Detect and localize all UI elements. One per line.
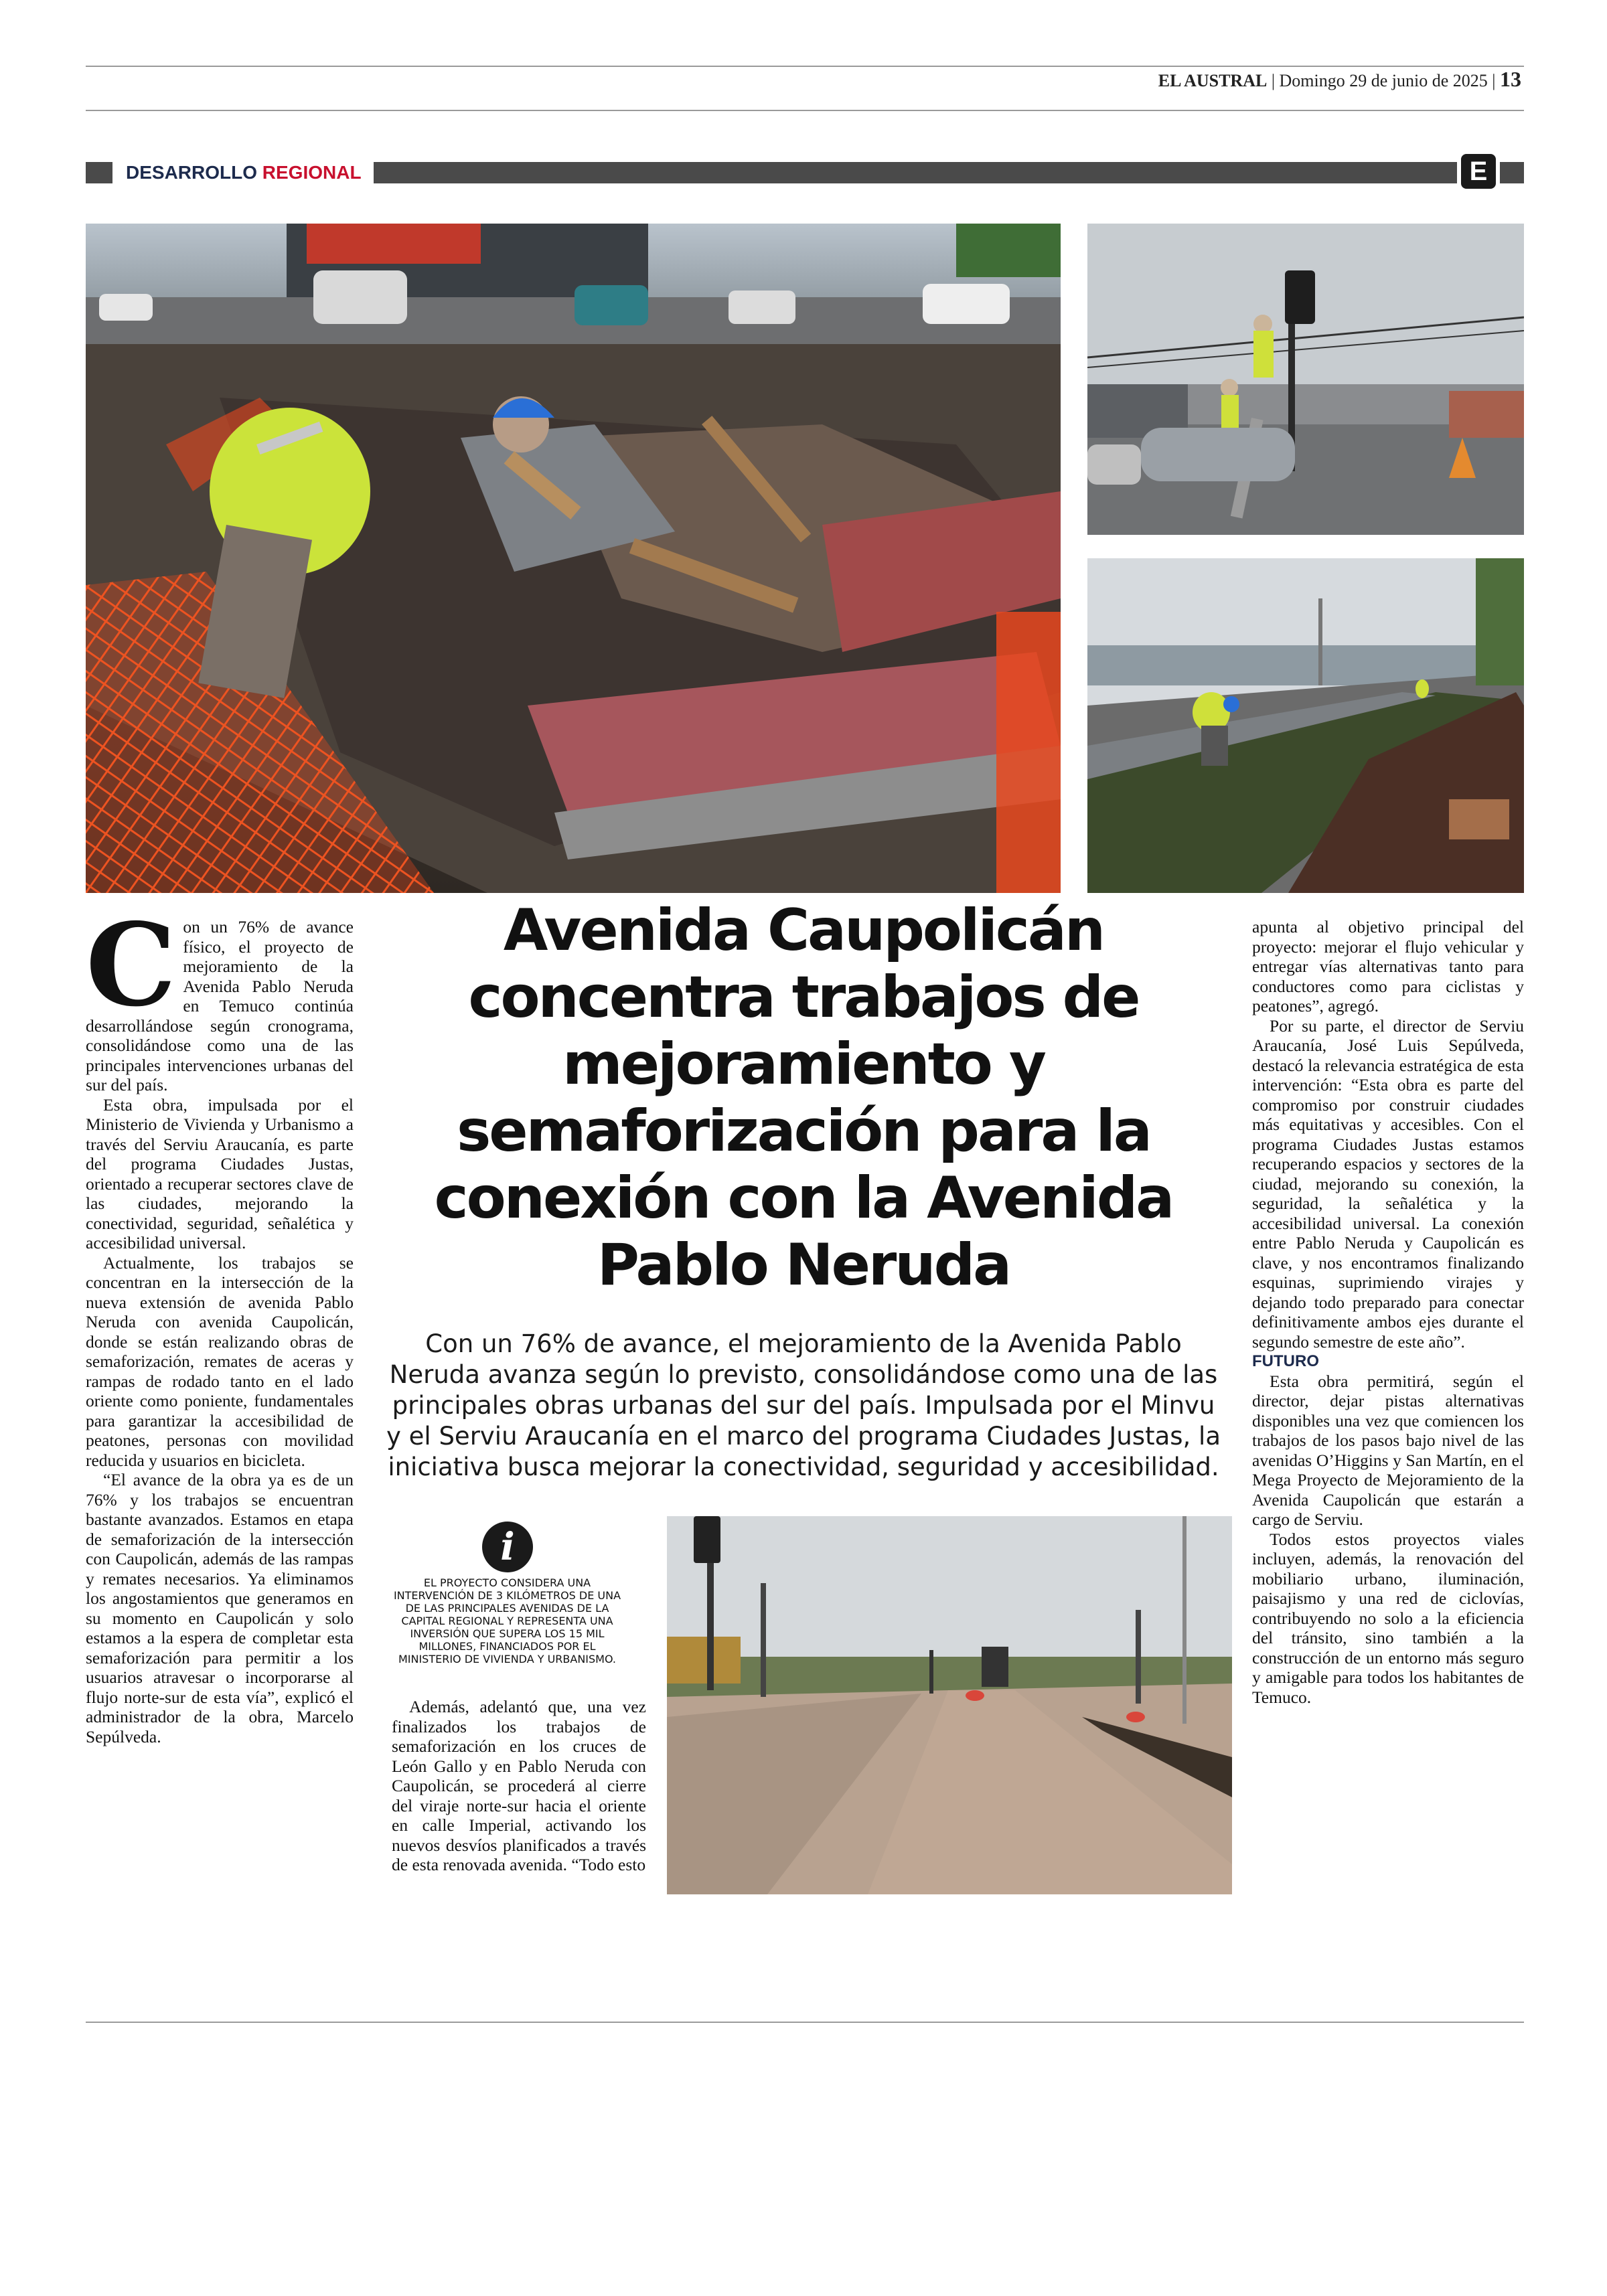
page-number: 13 — [1500, 67, 1521, 91]
info-icon: i — [482, 1522, 533, 1572]
col3-para-3: Esta obra permitirá, según el director, dejar pistas alternativas disponibles una vez que comiencen los trabajos de los pasos bajo nivel de las avenidas O’Higgins y San Martín, en el Mega Proyecto de Mejoramiento de la Avenida Caupolicán que estarán a cargo de Serviu. — [1252, 1371, 1524, 1529]
header-rule — [86, 110, 1524, 111]
col2-para-1: Además, adelantó que, una vez finalizados los trabajos de semaforización en los cruces de León Gallo y en Pablo Neruda con Caupolicán, se procederá al cierre del viraje norte-sur hacia el oriente en calle Imperial, activando los nuevos desvíos planificados a través de esta renovada avenida. “Todo esto — [392, 1697, 646, 1874]
main-photo — [86, 224, 1061, 893]
col1-para-4: “El avance de la obra ya es de un 76% y los trabajos se encuentran bastante avanzados. Estamos en etapa de semaforización de la intersección con Caupolicán, además de las rampas y remates necesarios. Ya eliminamos los angostamientos que generamos en su momento en Caupolicán y solo estamos a la espera de completar esta semaforización para permitir a los usuarios atravesar o incorporarse al flujo norte-sur de esta vía”, explicó el administrador de la obra, Marcelo Sepúlveda. — [86, 1470, 354, 1746]
section-label: DESARROLLO REGIONAL — [126, 159, 374, 186]
subhead-futuro: FUTURO — [1252, 1352, 1319, 1370]
col3-para-2: Por su parte, el director de Serviu Araucanía, José Luis Sepúlveda, destacó la relevancia estratégica de esta intervención: “Esta obra es parte del compromiso por construir ciudades más equitativas y accesibles. Con el programa Ciudades Justas estamos recuperando espacios y sectores de la ciudad, mejorando su conexión, la seguridad, la señalética y la accesibilidad universal. La conexión entre Pablo Neruda y Caupolicán es clave, y nos encontramos finalizando esquinas, suprimiendo virajes y dejando todo preparado para conectar definitivamente ambos ejes durante el segundo semestre de este año”. — [1252, 1015, 1524, 1351]
col1-para-3: Actualmente, los trabajos se concentran en la intersección de la nueva extensión de avenida Pablo Neruda con avenida Caupolicán, donde se están realizando obras de semaforización, remates de aceras y rampas de rodado tanto en el lado oriente como poniente, fundamentales para garantizar la accesibilidad de peatones, personas con movilidad reducida y usuarios en bicicleta. — [86, 1252, 354, 1470]
article-column-2 — [392, 1697, 646, 1875]
newspaper-name: EL AUSTRAL — [1158, 71, 1268, 90]
drop-cap: C — [86, 898, 177, 1032]
bottom-rule — [86, 2022, 1524, 2023]
deck: Con un 76% de avance, el mejoramiento de la Avenida Pablo Neruda avanza según lo previsto, consolidándose como una de las principales obras urbanas del sur del país. Impulsada por el Minvu y el Serviu Araucanía en el marco del programa Ciudades Justas, la iniciativa busca mejorar la conectividad, seguridad y accesibilidad. — [386, 1329, 1221, 1481]
article-column-3 — [1252, 917, 1524, 1707]
photo-finished-road — [667, 1516, 1232, 1894]
issue-date: | Domingo 29 de junio de 2025 | — [1271, 71, 1496, 90]
col1-para-2: Esta obra, impulsada por el Ministerio de Vivienda y Urbanismo a través del Serviu Araucanía, es parte del programa Ciudades Justas, orientado a recuperar sectores clave de las ciudades, mejorando la conectividad, seguridad, señalética y accesibilidad universal. — [86, 1094, 354, 1252]
photo-traffic-light-install — [1087, 224, 1524, 535]
article-column-1 — [86, 898, 354, 1746]
col1-para-1: on un 76% de avance físico, el proyecto de mejoramiento de la Avenida Pablo Neruda en Temuco continúa desarrollándose según cronograma, consolidándose como una de las principales intervenciones urbanas del sur del país. — [86, 917, 354, 1094]
photo-landscaping — [1087, 558, 1524, 893]
section-bar — [86, 159, 1524, 186]
col3-para-1: apunta al objetivo principal del proyecto: mejorar el flujo vehicular y entregar vías alternativas tanto para conductores como para ciclistas y peatones”, agregó. — [1252, 917, 1524, 1015]
section-badge: E — [1457, 150, 1500, 193]
headline: Avenida Caupolicán concentra trabajos de mejoramiento y semaforización para la conexión con la Avenida Pablo Neruda — [434, 897, 1173, 1299]
page-header — [1158, 67, 1521, 92]
col3-para-4: Todos estos proyectos viales incluyen, además, la renovación del mobiliario urbano, iluminación, paisajismo y una red de ciclovías, contribuyendo no solo a la eficiencia del tránsito, sino también a la construcción de un entorno más seguro y amigable para todos los habitantes de Temuco. — [1252, 1529, 1524, 1707]
info-box-text: EL PROYECTO CONSIDERA UNA INTERVENCIÓN DE 3 KILÓMETROS DE UNA DE LAS PRINCIPALES AVENIDAS DE LA CAPITAL REGIONAL Y REPRESENTA UNA INVERSIÓN QUE SUPERA LOS 15 MIL MILLONES, FINANCIADOS POR EL MINISTERIO DE VIVIENDA Y URBANISMO. — [393, 1576, 621, 1665]
